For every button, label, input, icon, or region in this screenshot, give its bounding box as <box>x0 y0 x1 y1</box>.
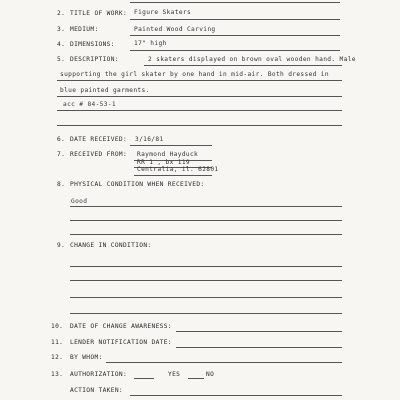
item-7-number: 7. <box>57 151 66 158</box>
item-5-label: DESCRIPTION: <box>70 56 119 63</box>
received-from-address-1: RR 1 , bx 119 <box>137 159 190 166</box>
item-8-label: PHYSICAL CONDITION WHEN RECEIVED: <box>70 181 205 188</box>
physical-condition-value: Good <box>71 198 88 205</box>
title-of-work-line <box>130 19 340 20</box>
authorization-yes-blank <box>134 378 154 379</box>
change-rule-2 <box>70 280 342 281</box>
item-13-number: 13. <box>51 371 64 378</box>
received-from-name: Raymond Hayduck <box>137 151 199 158</box>
date-received-value: 3/16/81 <box>135 136 164 143</box>
received-from-line-3 <box>134 175 212 176</box>
change-rule-3 <box>70 297 342 298</box>
title-of-work-value: Figure Skaters <box>134 9 192 16</box>
description-rule-2 <box>57 80 342 81</box>
item-12-label: BY WHOM: <box>70 354 103 361</box>
lender-notification-line <box>176 347 342 348</box>
dimensions-line <box>130 50 340 51</box>
authorization-yes-label: YES <box>168 371 181 378</box>
description-line-2: supporting the girl skater by one hand in mid-air. Both dressed in <box>60 71 329 78</box>
accession-number: acc # 84-53-1 <box>63 101 116 108</box>
item-6-label: DATE RECEIVED: <box>70 136 128 143</box>
item-4-number: 4. <box>57 41 66 48</box>
item-9-label: CHANGE IN CONDITION: <box>70 242 152 249</box>
description-rule-3 <box>57 96 342 97</box>
item-11-number: 11. <box>51 339 64 346</box>
description-line-3: blue painted garments. <box>60 87 150 94</box>
change-awareness-line <box>176 331 342 332</box>
authorization-no-blank <box>188 378 204 379</box>
change-rule-4 <box>70 313 342 314</box>
description-line-1: 2 skaters displayed on brown oval wooden hand. Male <box>148 56 356 63</box>
condition-rule-3 <box>70 234 342 235</box>
item-3-label: MEDIUM: <box>70 26 99 33</box>
action-taken-line <box>130 395 342 396</box>
item-2-label: TITLE OF WORK: <box>70 10 128 17</box>
item-7-label: RECEIVED FROM: <box>70 151 128 158</box>
condition-rule-2 <box>70 220 342 221</box>
item-4-label: DIMENSIONS: <box>70 41 115 48</box>
item-6-number: 6. <box>57 136 66 143</box>
item-10-label: DATE OF CHANGE AWARENESS: <box>70 323 172 330</box>
item-3-number: 3. <box>57 26 66 33</box>
item-13-label: AUTHORIZATION: <box>70 371 128 378</box>
by-whom-line <box>106 362 342 363</box>
authorization-no-label: NO <box>206 371 215 378</box>
condition-rule-1 <box>70 206 342 207</box>
dimensions-value: 17" high <box>134 40 167 47</box>
item-11-label: LENDER NOTIFICATION DATE: <box>70 339 172 346</box>
received-from-address-2: Centralia, il. 62801 <box>137 166 219 173</box>
action-taken-label: ACTION TAKEN: <box>70 387 123 394</box>
item-10-number: 10. <box>51 323 64 330</box>
item-2-number: 2. <box>57 10 66 17</box>
item-12-number: 12. <box>51 354 64 361</box>
description-rule-4 <box>57 110 342 111</box>
item-8-number: 8. <box>57 181 66 188</box>
change-rule-1 <box>70 266 342 267</box>
date-received-line <box>130 145 212 146</box>
medium-value: Painted Wood Carving <box>134 26 216 33</box>
item-5-number: 5. <box>57 56 66 63</box>
top-rule <box>130 2 340 3</box>
description-rule-5 <box>57 125 342 126</box>
item-9-number: 9. <box>57 242 66 249</box>
description-rule-1 <box>144 65 342 66</box>
medium-line <box>130 35 340 36</box>
